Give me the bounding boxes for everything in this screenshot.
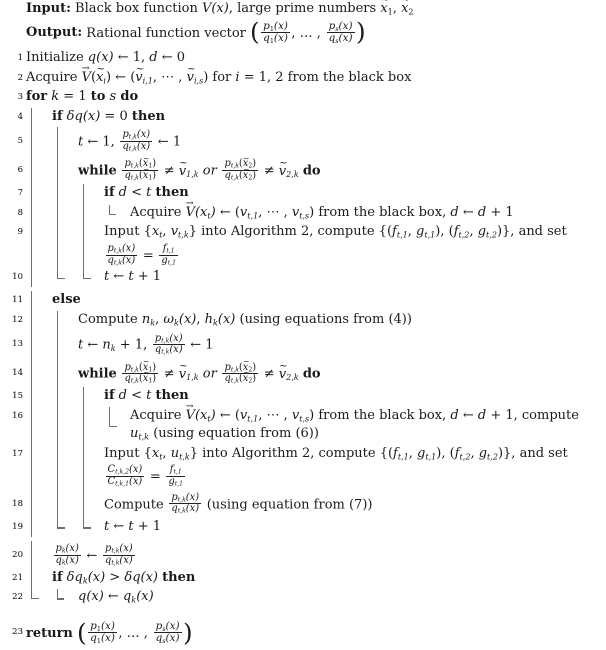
indent-guide-2b [52,155,78,184]
fraction-ptk-qtk-9: $\frac{p_{t,k}(x)}{q_{t,k}(x)}$ [107,242,136,267]
indent-guide-3 [78,184,104,203]
indent-guide-3-end [78,268,104,287]
do-keyword-14: do [302,366,321,382]
into-alg2-17: into Algorithm 2, compute [202,445,376,461]
into-alg2-9: into Algorithm 2, compute [201,224,375,240]
line-number-13: 13 [12,339,23,350]
algorithm-output-body [26,19,606,45]
do-keyword: do [120,89,139,105]
line-1-body: Initialize q(x) ← 1, d ← 0 [26,50,186,66]
line-15-body: if d < t then [104,388,189,404]
while-keyword-14: while [78,366,117,382]
line-number-blank [0,0,26,4]
and-set-9: and set [518,224,567,240]
fraction-ptk-qtk-13: $\frac{p_{t,k}(x)}{q_{t,k}(x)}$ [154,332,183,356]
line-16-body: Acquire $V \to(x_t)$ ← ($v_{t,1}$, ⋯ , $v_{t,s}$) from the black box, d ← d + 1, compute $u_{t,k}$ (using equation from (6)) [130,407,606,445]
line-17-body: Input {$x_t$, $u_{t,k}$} into Algorithm 2, compute {($f_{t,1}$, $g_{t,1}$), ($f_{t,2}$, $g_{t,2}$)}, and set $\frac{C_{t,k,2}(x)}{C_{t,k,1}(x)}$ = $\frac{f_{t,1}}{g_{t,1}}$ [104,445,568,488]
indent-guide-1l [26,387,52,406]
indent-hook-8 [104,204,130,223]
to-keyword: to [90,89,106,105]
paren-close: ) [356,17,366,47]
line-number-11: 11 [12,295,23,306]
line-11-body [52,291,606,310]
algorithm-line-18 [0,490,606,518]
algorithm-line-9 [0,223,606,268]
indent-guide-2j [52,407,78,445]
indent-guide-2i [52,387,78,406]
indent-guide-1r [26,569,52,588]
initialize-keyword: Initialize [26,50,84,66]
paren-open-23: ( [77,617,87,647]
indent-guide-1j [26,330,52,358]
fraction-pk-qk-20: $\frac{p_k(x)}{q_k(x)}$ [55,543,79,567]
line-6-body: while $\frac{p_{t,k}(x \sim_1)}{q_{t,k}(x \sim_1)}$ ≠ v $\sim_{1,k}$ or $\frac{p_{t,k}(x \sim_2)}{q_{t,k}(x \sim_2)}$ ≠ v $\sim_{2,k}$ do [78,155,606,183]
then-keyword-4: then [131,108,166,124]
algorithm-line-23 [0,616,606,650]
or-keyword-14: or [202,366,217,382]
indent-guide-1f [26,223,52,268]
fraction-p1-q1-23: $\frac{p_1(x)}{q_1(x)}$ [90,620,115,646]
line-number-3: 3 [17,92,23,103]
line-number-7: 7 [17,188,23,199]
input-text: Black box function V →(x), large prime numbers x $\sim_1$, x $\sim_2$ [75,1,414,16]
line-number-1: 1 [17,53,23,64]
indent-guide-2c [52,184,78,203]
fraction-ft1-gt1-9: $\frac{f_{t,1}}{g_{t,1}}$ [161,242,177,267]
algorithm-line-12 [0,311,606,330]
acquire-keyword-16: Acquire [130,407,182,423]
line-number-17: 17 [12,448,23,459]
indent-guide-2f [52,311,78,330]
then-keyword-7: then [155,185,189,201]
indent-guide-1-end [26,588,52,607]
indent-guide-1q [26,541,52,569]
algorithm-line-1 [0,49,606,68]
line-number-5: 5 [17,136,23,147]
indent-guide-1k [26,358,52,387]
line-number-18: 18 [12,498,23,509]
indent-guide-3b [78,204,104,223]
line-3-body: for k = 1 to s do [26,89,139,105]
line-9-body: Input {$x_t$, $v_{t,k}$} into Algorithm 2, compute {($f_{t,1}$, $g_{t,1}$), ($f_{t,2}$, $g_{t,2}$)}, and set $\frac{p_{t,k}(x)}{q_{t,k}(x)}$ = $\frac{f_{t,1}}{g_{t,1}}$ [104,224,567,267]
line-23-body: return ( $\frac{p_1(x)}{q_1(x)}$ , … , $\frac{p_s(x)}{q_s(x)}$ ) [26,617,193,647]
line-13-body: t ← $n_k + 1$, $\frac{p_{t,k}(x)}{q_{t,k}(x)}$ ← 1 [78,332,214,356]
or-keyword-6: or [202,163,217,179]
fraction-ps-qs: $\frac{p_s(x)}{q_s(x)}$ [328,19,353,45]
fraction-cond-14a: $\frac{p_{t,k}(x \sim_1)}{q_{t,k}(x \sim_1)}$ [122,363,158,385]
line-number-4: 4 [17,111,23,122]
algorithm-line-15 [0,387,606,406]
else-keyword: else [52,292,81,308]
indent-guide-2-end [52,268,78,287]
paren-open: ( [250,17,260,47]
if-keyword-7: if [104,185,115,201]
indent-guide-1e [26,204,52,223]
indent-guide-1g [26,268,52,287]
algorithm-line-5 [0,127,606,155]
line-number-10: 10 [12,271,23,282]
line-number-15: 15 [12,391,23,402]
compute-keyword-12: Compute [78,311,138,327]
indent-guide-1d [26,184,52,203]
line-number-14: 14 [12,368,23,379]
do-keyword-6: do [302,163,321,179]
algorithm-input-row [0,0,606,19]
indent-guide-1b [26,127,52,155]
output-label: Output: [26,25,83,41]
indent-hook-22 [52,588,78,607]
line-number-20: 20 [12,549,23,560]
acquire-keyword: Acquire [26,69,78,85]
algorithm-input-body [26,0,606,19]
indent-guide-2e [52,223,78,268]
algorithm-line-7 [0,184,606,203]
algorithm-line-22 [0,588,606,607]
algorithm-line-19 [0,518,606,537]
indent-guide-2 [52,127,78,155]
fraction-cond-14b: $\frac{p_{t,k}(x \sim_2)}{q_{t,k}(x \sim_2)}$ [222,363,258,385]
fraction-cond-6b: $\frac{p_{t,k}(x \sim_2)}{q_{t,k}(x \sim_2)}$ [222,159,258,181]
using-eq-7: (using equation from (7)) [206,497,373,513]
indent-guide-1n [26,445,52,490]
indent-guide-3c [78,223,104,268]
line-number-16: 16 [12,410,23,421]
and-set-17: and set [519,445,568,461]
indent-guide-1c [26,155,52,184]
line-number-23: 23 [12,626,23,637]
algorithm-line-8 [0,204,606,223]
fraction-ps-qs-23: $\frac{p_s(x)}{q_s(x)}$ [155,620,180,646]
indent-guide-3e [78,407,104,445]
indent-guide-1 [26,108,52,127]
then-keyword-21: then [162,569,196,585]
fraction-ft1-gt1-17: $\frac{f_{t,1}}{g_{t,1}}$ [168,464,184,488]
line-number-6: 6 [17,165,23,176]
output-text: Rational function vector ( $\frac{p_1(x)}{q_1(x)}$ , … , $\frac{p_s(x)}{q_s(x)}$ ) [86,17,366,47]
if-keyword-15: if [104,388,115,404]
line-7-body: if d < t then [104,185,189,201]
line-number-8: 8 [17,207,23,218]
algorithm-line-3 [0,88,606,107]
indent-guide-1h [26,291,52,310]
algorithm-line-4 [0,108,606,127]
line-21-body: if $\delta q_k(x) > \delta q(x)$ then [52,569,196,586]
line-22-body: q(x) ← $q_k(x)$ [78,589,154,605]
line-number-12: 12 [12,314,23,325]
line-number-19: 19 [12,521,23,532]
indent-guide-1o [26,490,52,518]
line-10-body: t ← t + 1 [104,268,162,284]
algorithm-line-20 [0,541,606,569]
algorithm-line-14 [0,358,606,387]
for-keyword: for [26,89,48,105]
algorithm-line-13 [0,330,606,358]
line-4-body: if δq(x) = 0 then [52,108,166,124]
indent-guide-3-end-19 [78,518,104,537]
while-keyword-6: while [78,163,117,179]
input-label: Input: [26,1,71,16]
using-eq-6: (using equation from (6)) [153,426,319,442]
indent-guide-3g [78,490,104,518]
line-number-blank-2 [0,19,26,23]
line-14-body: while $\frac{p_{t,k}(x \sim_1)}{q_{t,k}(x \sim_1)}$ ≠ v $\sim_{1,k}$ or $\frac{p_{t,k}(x \sim_2)}{q_{t,k}(x \sim_2)}$ ≠ v $\sim_{2,k}$ do [78,358,606,386]
fraction-ptk-qtk-18: $\frac{p_{t,k}(x)}{q_{t,k}(x)}$ [171,491,200,516]
return-keyword: return [26,626,73,642]
algorithm-output-row [0,19,606,49]
line-19-body: t ← t + 1 [104,518,162,534]
line-number-9: 9 [17,227,23,238]
indent-guide-2-end-19 [52,518,78,537]
line-8-body: Acquire $V \to(x_t)$ ← ($v_{t,1}$, ⋯ , $v_{t,s}$) from the black box, d ← d + 1 [130,204,606,223]
indent-guide-3d [78,387,104,406]
indent-guide-2d [52,204,78,223]
line-number-21: 21 [12,572,23,583]
if-keyword-4: if [52,108,63,124]
indent-guide-1m [26,407,52,445]
line-number-22: 22 [12,592,23,603]
fraction-ptk-qtk-5: $\frac{p_{t,k}(x)}{q_{t,k}(x)}$ [122,129,151,153]
acquire-keyword-8: Acquire [130,204,182,220]
fraction-ptk-qtk-20: $\frac{p_{t,k}(x)}{q_{t,k}(x)}$ [104,543,133,567]
indent-hook-16 [104,407,130,445]
input-keyword-17: Input [104,445,140,461]
input-keyword-9: Input [104,224,140,240]
line-20-body: $\frac{p_k(x)}{q_k(x)}$ ← $\frac{p_{t,k}(x)}{q_{t,k}(x)}$ [55,543,133,567]
algorithm-line-2 [0,69,606,88]
paren-close-23: ) [183,617,193,647]
compute-keyword-18: Compute [104,497,164,513]
line-18-body [104,490,606,517]
algorithm-line-11 [0,291,606,310]
algorithm-line-17 [0,445,606,490]
algorithm-line-16 [0,407,606,445]
algorithm-line-10 [0,268,606,287]
indent-guide-2l [52,490,78,518]
line-5-body: t ← 1, $\frac{p_{t,k}(x)}{q_{t,k}(x)}$ ← 1 [78,129,182,153]
indent-guide-2h [52,358,78,387]
line-2-body: Acquire V →(x $\sim_i$) ← (v $\sim_{i,1}$, ⋯ , v $\sim_{i,s}$) for i = 1, 2 from the black box [26,69,606,88]
fraction-p1-q1: $\frac{p_1(x)}{q_1(x)}$ [263,19,288,45]
using-eq-4: (using equations from (4)) [239,311,412,327]
algorithm-line-6 [0,155,606,184]
line-12-body: Compute $n_k$, $\omega_k(x)$, $h_k(x)$ (using equations from (4)) [78,311,412,328]
indent-guide-1p [26,518,52,537]
fraction-ctk2-ctk1: $\frac{C_{t,k,2}(x)}{C_{t,k,1}(x)}$ [107,464,143,488]
line-number-2: 2 [17,72,23,83]
indent-guide-2g [52,330,78,358]
indent-guide-3f [78,445,104,490]
indent-guide-1i [26,311,52,330]
fraction-cond-6a: $\frac{p_{t,k}(x \sim_1)}{q_{t,k}(x \sim_1)}$ [122,159,158,181]
if-keyword-21: if [52,569,63,585]
then-keyword-15: then [155,388,189,404]
algorithm-line-21 [0,569,606,588]
indent-guide-2k [52,445,78,490]
